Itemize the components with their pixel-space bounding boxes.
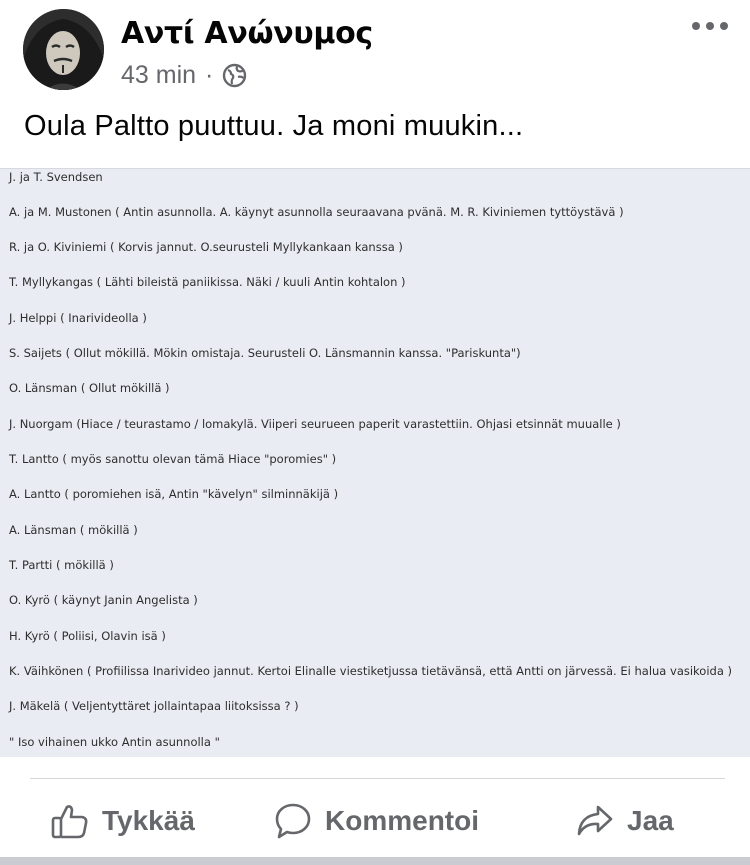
- document-line: S. Saijets ( Ollut mökillä. Mökin omistaja. Seurusteli O. Länsmannin kanssa. "Pariskunta"): [9, 346, 521, 360]
- masked-face-avatar-icon: [23, 9, 104, 90]
- document-line: H. Kyrö ( Poliisi, Olavin isä ): [9, 629, 166, 643]
- share-label: Jaa: [627, 805, 674, 836]
- post-time[interactable]: 43 min: [121, 60, 197, 89]
- comment-label: Kommentoi: [325, 805, 479, 836]
- more-dot: [720, 22, 728, 30]
- document-line: K. Väihkönen ( Profiilissa Inarivideo jannut. Kertoi Elinalle viestiketjussa tietävänsä, että Antti on järvessä. Ei halua vasikoida ): [9, 664, 733, 678]
- document-line: J. Mäkelä ( Veljentyttäret jollaintapaa liitoksissa ? ): [9, 699, 299, 713]
- author-name[interactable]: Αντί Ανώνυμος: [121, 16, 373, 51]
- post-actions-bar: [0, 795, 750, 847]
- speech-bubble-icon: [274, 802, 312, 840]
- share-button[interactable]: [576, 795, 674, 847]
- document-line: O. Länsman ( Ollut mökillä ): [9, 381, 170, 395]
- comment-button[interactable]: [274, 795, 479, 847]
- like-button[interactable]: [51, 795, 195, 847]
- actions-divider: [30, 778, 725, 779]
- document-line: J. Nuorgam (Hiace / teurastamo / lomakylä. Viiperi seurueen paperit varastettiin. Ohjasi etsinnät muualle ): [9, 417, 621, 431]
- globe-icon: [222, 63, 247, 88]
- share-arrow-icon: [576, 802, 614, 840]
- document-line: T. Lantto ( myös sanottu olevan tämä Hiace "poromies" ): [9, 452, 337, 466]
- post-text: Oula Paltto puuttuu. Ja moni muukin...: [24, 110, 524, 142]
- document-line: O. Kyrö ( käynyt Janin Angelista ): [9, 593, 198, 607]
- document-line: J. Helppi ( Inarivideolla ): [9, 311, 147, 325]
- more-dot: [706, 22, 714, 30]
- avatar[interactable]: [23, 9, 104, 90]
- document-line: T. Myllykangas ( Lähti bileistä paniikissa. Näki / kuuli Antin kohtalon ): [9, 275, 406, 289]
- document-line: J. ja T. Svendsen: [9, 170, 103, 184]
- more-dot: [692, 22, 700, 30]
- attached-image-document[interactable]: [0, 168, 750, 757]
- like-label: Tykkää: [102, 805, 195, 836]
- meta-separator: ·: [205, 60, 214, 89]
- document-line: A. Länsman ( mökillä ): [9, 523, 138, 537]
- document-line: A. Lantto ( poromiehen isä, Antin "kävelyn" silminnäkijä ): [9, 487, 339, 501]
- post-header: [0, 0, 750, 100]
- document-line: T. Partti ( mökillä ): [9, 558, 114, 572]
- document-line: A. ja M. Mustonen ( Antin asunnolla. A. käynyt asunnolla seuraavana pvänä. M. R. Kiviniemen tyttöystävä ): [9, 205, 624, 219]
- more-options-icon[interactable]: [692, 14, 728, 38]
- document-line: " Iso vihainen ukko Antin asunnolla ": [9, 735, 220, 749]
- document-line: R. ja O. Kiviniemi ( Korvis jannut. O.seurusteli Myllykankaan kanssa ): [9, 240, 403, 254]
- feed-separator: [0, 857, 750, 865]
- post-meta: [121, 60, 247, 90]
- thumbs-up-icon: [51, 802, 89, 840]
